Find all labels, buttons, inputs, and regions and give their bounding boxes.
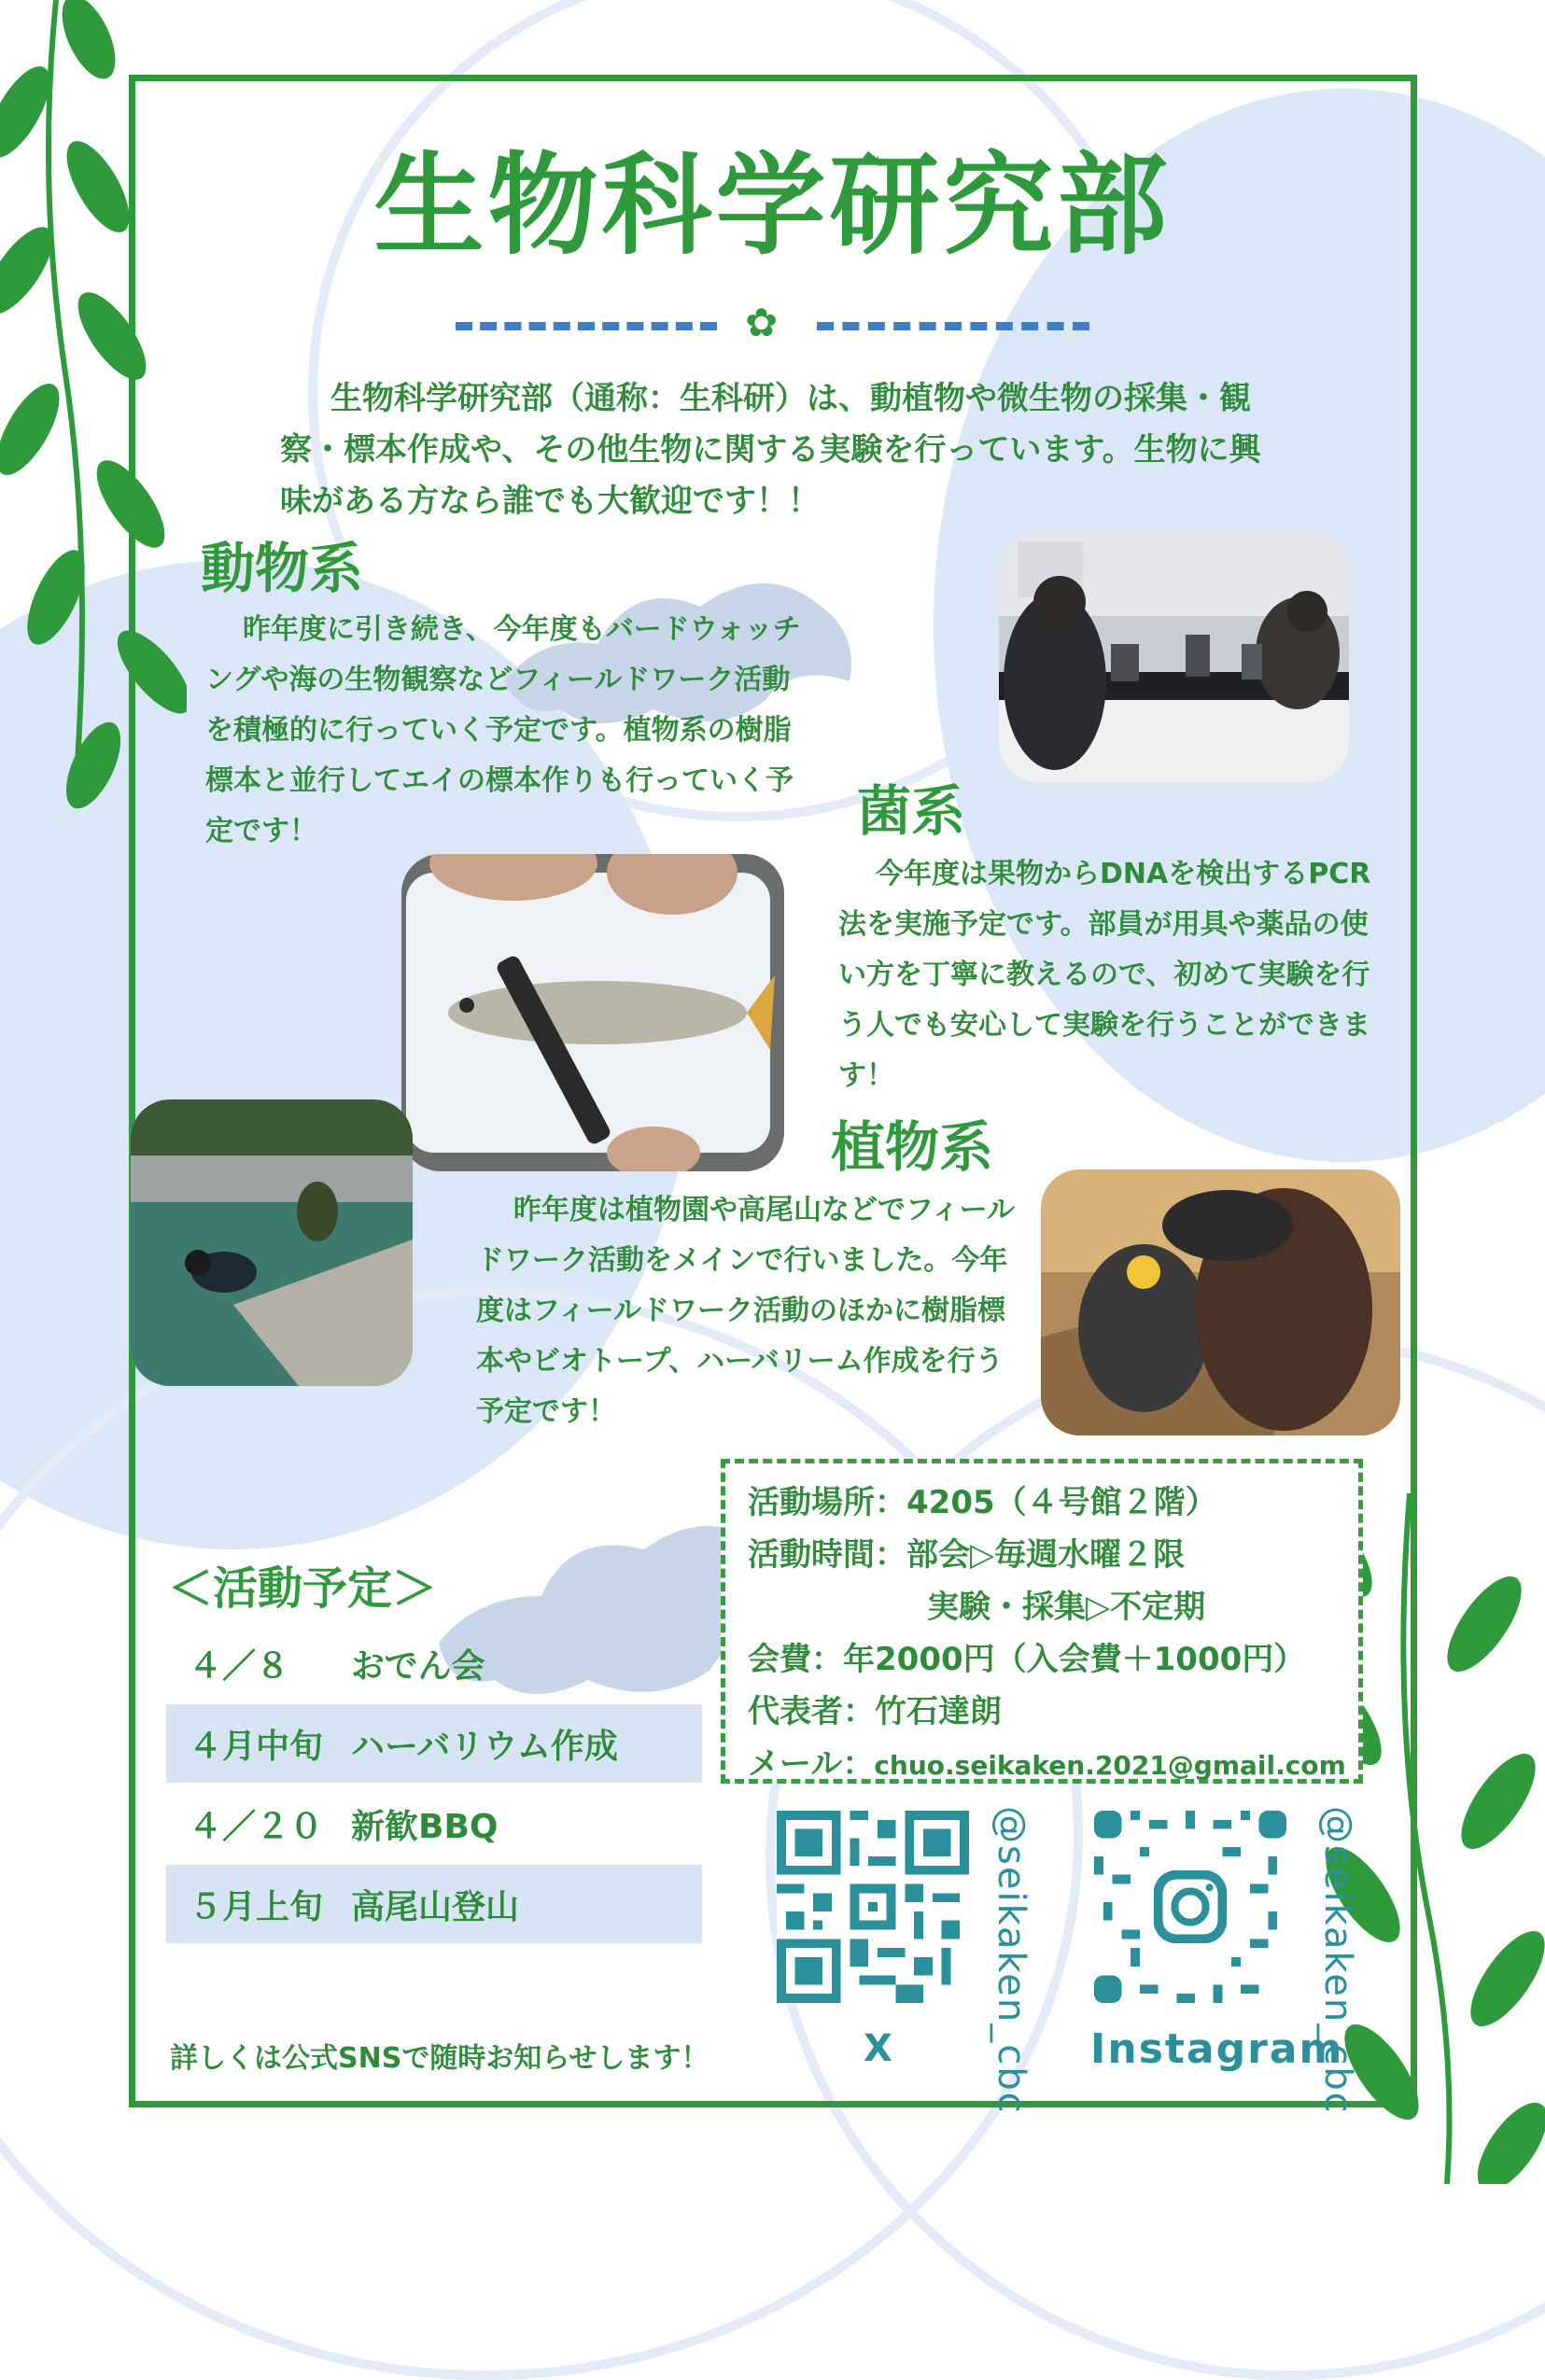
intro-text: 生物科学研究部（通称：生科研）は、動植物や微生物の採集・観察・標本作成や、その他生物に関する実験を行っています。生物に興味がある方なら誰でも大歓迎です！！ xyxy=(280,380,1261,520)
page-title: 生物科学研究部 xyxy=(373,141,1172,270)
info-place: 活動場所：4205（４号館２階） xyxy=(748,1484,1217,1521)
section-title-plant: 植物系 xyxy=(831,1115,994,1179)
schedule-row xyxy=(166,1624,702,1702)
info-fee: 会費：年2000円（入会費＋1000円） xyxy=(748,1641,1306,1678)
schedule-date: ５月上旬 xyxy=(189,1887,324,1926)
schedule-date: ４／２０ xyxy=(189,1807,324,1846)
x-logo-icon[interactable]: X xyxy=(864,2027,892,2070)
x-handle[interactable]: @seikaken_cbc xyxy=(990,1806,1032,2115)
instagram-handle[interactable]: @seikaken_cbc xyxy=(1316,1806,1359,2115)
photo-seaside-fieldwork xyxy=(131,1099,413,1386)
section-title-fungi: 菌系 xyxy=(857,779,966,843)
photo-lab-microscopes xyxy=(999,532,1349,782)
schedule-row xyxy=(166,1785,702,1863)
info-box xyxy=(721,1459,1363,1784)
section-body-animal: 昨年度に引き続き、今年度もバードウォッチングや海の生物観察などフィールドワーク活動を積極的に行っていく予定です。植物系の樹脂標本と並行してエイの標本作りも行っていく予定です！ xyxy=(205,613,801,847)
instagram-label[interactable]: Instagram xyxy=(1090,2025,1344,2073)
vine-decoration-left xyxy=(0,0,187,821)
title-divider-right xyxy=(817,322,1089,340)
info-mail-line xyxy=(748,1738,1358,1792)
schedule-event: ハーバリウム作成 xyxy=(351,1727,618,1766)
flower-icon: ✿ xyxy=(745,300,779,345)
schedule-event: おでん会 xyxy=(351,1646,485,1686)
info-mail-address[interactable]: chuo.seikaken.2021@gmail.com xyxy=(874,1750,1346,1781)
section-title-animal: 動物系 xyxy=(201,537,364,600)
qr-code-instagram[interactable] xyxy=(1094,1811,1286,2003)
schedule-row xyxy=(166,1704,702,1783)
title-divider-left xyxy=(456,322,717,340)
info-representative: 代表者：竹石達朗 xyxy=(748,1693,1002,1730)
section-body-fungi: 今年度は果物からDNAを検出するPCR法を実施予定です。部員が用具や薬品の使い方を丁寧に教えるので、初めて実験を行う人でも安心して実験を行うことができます！ xyxy=(838,858,1371,1092)
info-time: 活動時間：部会▷毎週水曜２限 xyxy=(748,1536,1186,1574)
info-time-detail: 実験・採集▷不定期 xyxy=(927,1589,1206,1626)
schedule-row xyxy=(166,1865,702,1943)
schedule-event: 高尾山登山 xyxy=(351,1887,520,1926)
footer-note: 詳しくは公式SNSで随時お知らせします！ xyxy=(170,2042,709,2075)
qr-code-x[interactable] xyxy=(777,1811,969,2003)
schedule-title: ＜活動予定＞ xyxy=(168,1562,438,1615)
section-body-plant: 昨年度は植物園や高尾山などでフィールドワーク活動をメインで行いました。今年度はフィールドワーク活動のほかに樹脂標本やビオトープ、ハーバリーム作成を行う予定です！ xyxy=(476,1194,1015,1428)
info-mail-label: メール： xyxy=(748,1745,875,1783)
photo-fish-specimen xyxy=(401,854,784,1171)
photo-plant-fieldwork xyxy=(1041,1169,1400,1435)
schedule-date: ４月中旬 xyxy=(189,1727,324,1766)
schedule-event: 新歓BBQ xyxy=(351,1807,499,1846)
schedule-date: ４／８ xyxy=(189,1646,290,1686)
